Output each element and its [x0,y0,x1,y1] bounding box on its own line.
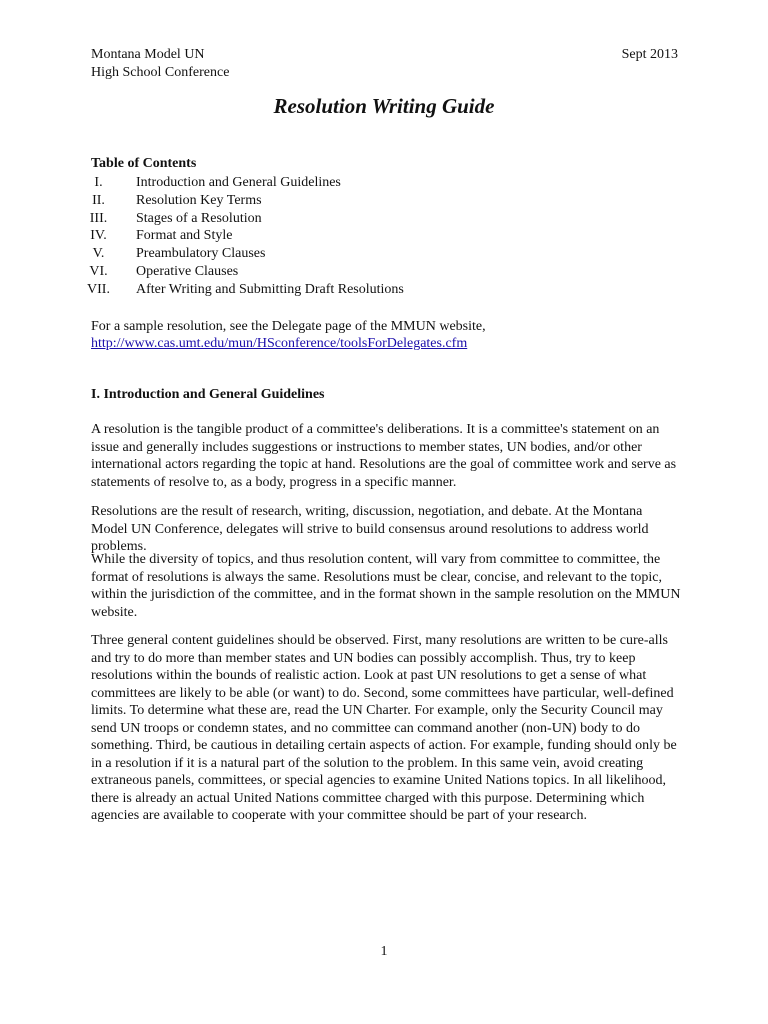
toc-item-number: V. [92,246,105,262]
toc-item-label: After Writing and Submitting Draft Resolutions [136,281,404,297]
toc-item-number: VI. [89,263,108,279]
toc-item [82,210,404,228]
toc-item [82,174,404,192]
toc-item-label: Resolution Key Terms [136,192,262,208]
toc-item [82,245,404,263]
toc-item-label: Preambulatory Clauses [136,246,266,262]
body-paragraph: While the diversity of topics, and thus resolution content, will vary from committee to committee, the format of resolutions is always the same. Resolutions must be clear, concise, and relevant to the topic, within the jurisdiction of the committee, and in the format shown in the sample resolution on the MMUN website. [91,552,681,620]
mmun-website-link[interactable]: http://www.cas.umt.edu/mun/HSconference/toolsForDelegates.cfm [91,336,468,351]
page-header-left [91,46,229,82]
page-number: 1 [380,944,388,959]
table-of-contents [82,174,404,299]
body-paragraph: Three general content guidelines should be observed. First, many resolutions are written to be cure-alls and try to do more than member states and UN bodies can possibly accomplish. Thus, try to keep resolutions within the bounds of realistic action. Look at past UN resolutions to get a sense of what committees are likely to be able (or want) to do. Second, some committees have particular, well-defined limits. To determine what these are, read the UN Charter. For example, only the Security Council may send UN troops or condemn states, and no committee can command another (non-UN) body to do something. Third, be cautious in detailing certain aspects of action. For example, funding should only be in a resolution if it is a natural part of the solution to the problem. In this same vein, avoid creating extraneous panels, committees, or special agencies to examine United Nations topics. In all likelihood, there is already an actual United Nations committee charged with this purpose. Determining which agencies are available to cooperate with your committee should be part of your research. [91,633,677,823]
document-title: Resolution Writing Guide [273,94,495,118]
toc-item [82,263,404,281]
toc-item-number: IV. [90,228,107,244]
toc-item-label: Format and Style [136,228,233,244]
toc-item-number: II. [92,192,105,208]
body-paragraph: A resolution is the tangible product of a committee's deliberations. It is a committee's statement on an issue and generally includes suggestions or instructions to member states, UN bodies, and/or other international actors regarding the topic at hand. Resolutions are the goal of committee work and serve as statements of resolve to, as a body, progress in a specific manner. [91,422,677,490]
toc-item-number: III. [89,210,108,226]
body-paragraph: Resolutions are the result of research, writing, discussion, negotiation, and debate. At the Montana Model UN Conference, delegates will strive to build consensus around resolutions to address world problems. [91,504,649,554]
header-date: Sept 2013 [621,47,678,62]
header-org: Montana Model UN [91,47,205,62]
toc-item-label: Introduction and General Guidelines [136,175,341,190]
section-heading: I. Introduction and General Guidelines [91,387,325,402]
toc-item-label: Operative Clauses [136,263,239,279]
sample-note-text: For a sample resolution, see the Delegate page of the MMUN website, [91,319,486,334]
toc-item [82,227,404,245]
sample-resolution-note [91,318,486,352]
header-conference: High School Conference [91,65,230,80]
toc-item [82,192,404,210]
toc-heading: Table of Contents [91,156,197,171]
toc-item-number: VII. [87,281,110,297]
toc-item-number: I. [94,175,103,190]
toc-item [82,281,404,299]
toc-item-label: Stages of a Resolution [136,210,262,226]
